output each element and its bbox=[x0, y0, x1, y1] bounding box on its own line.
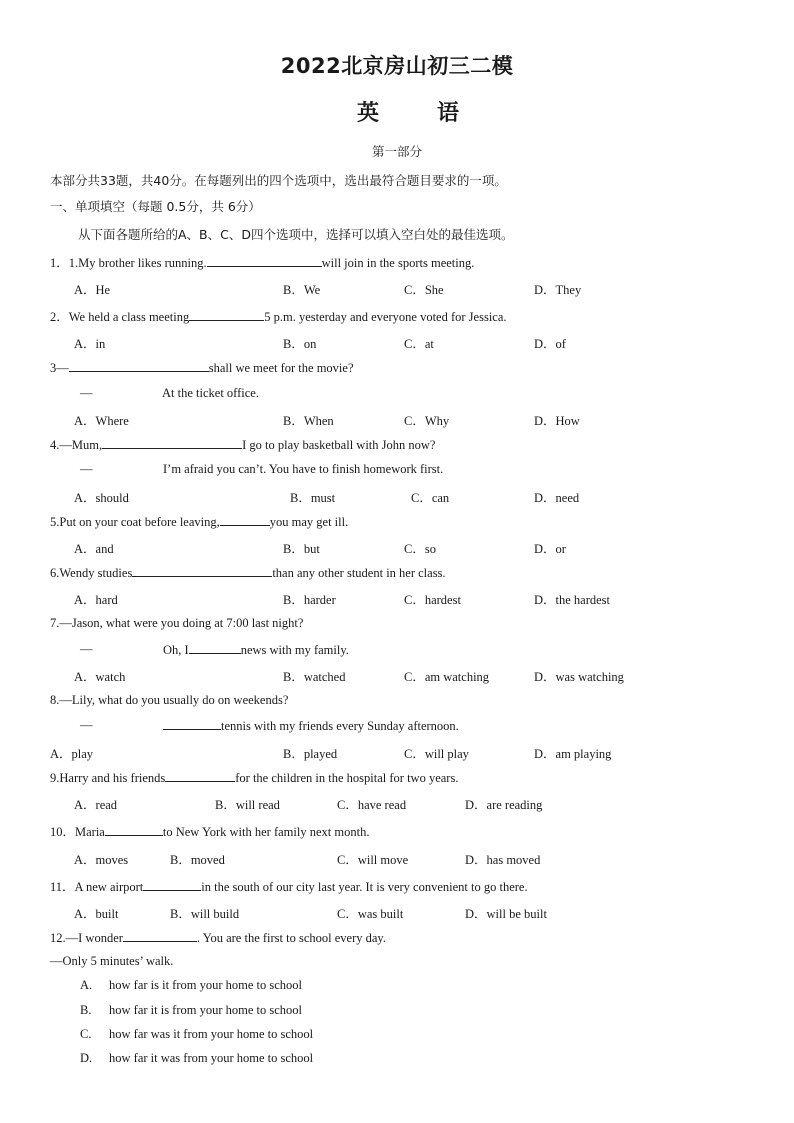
question-text: 6.Wendy studies bbox=[50, 566, 133, 580]
option-d: D．will be built bbox=[465, 907, 547, 921]
option-b: B．must bbox=[290, 491, 336, 505]
subject-char-2: 语 bbox=[437, 101, 460, 126]
option-d: how far it was from your home to school bbox=[109, 1051, 314, 1065]
option-d: D．They bbox=[534, 283, 582, 297]
reply-dash: — bbox=[80, 462, 93, 476]
option-d: D．am playing bbox=[534, 747, 612, 761]
option-d: D．of bbox=[534, 337, 566, 351]
reply-dash: — bbox=[80, 642, 93, 656]
option-b: B．harder bbox=[283, 593, 336, 607]
option-c: C．am watching bbox=[404, 670, 490, 684]
question-text: 3— bbox=[50, 361, 69, 375]
option-a: A．should bbox=[74, 491, 129, 505]
question-text: to New York with her family next month. bbox=[162, 825, 370, 839]
option-d: D．has moved bbox=[465, 853, 541, 867]
reply-dash: — bbox=[80, 386, 93, 400]
option-c: C．will move bbox=[337, 853, 409, 867]
question-text: 9.Harry and his friends bbox=[50, 771, 166, 785]
option-a: A．play bbox=[50, 747, 94, 761]
option-b: B．on bbox=[283, 337, 317, 351]
question-12 bbox=[50, 930, 386, 946]
option-d: D．was watching bbox=[534, 670, 624, 684]
option-d-label: D. bbox=[80, 1051, 93, 1065]
option-a: A．read bbox=[74, 798, 118, 812]
option-c: C．at bbox=[404, 337, 434, 351]
option-b: B．moved bbox=[170, 853, 225, 867]
question-text: 12.—I wonder bbox=[50, 931, 123, 945]
option-a: A．Where bbox=[74, 414, 129, 428]
option-c: C．can bbox=[411, 491, 450, 505]
reply-text-part: Oh, I bbox=[163, 643, 189, 657]
answer-blank bbox=[207, 255, 322, 267]
subject-title bbox=[357, 96, 459, 127]
question-text: for the children in the hospital for two years. bbox=[235, 771, 459, 785]
option-c: C．so bbox=[404, 542, 436, 556]
question-text: 4.—Mum, bbox=[50, 438, 103, 452]
option-a: A．hard bbox=[74, 593, 118, 607]
option-b: B．When bbox=[283, 414, 334, 428]
reply-text bbox=[163, 642, 349, 658]
answer-blank bbox=[102, 437, 242, 449]
answer-blank bbox=[143, 879, 201, 891]
option-b: B．watched bbox=[283, 670, 346, 684]
question-3 bbox=[50, 360, 354, 376]
reply-text bbox=[163, 718, 459, 734]
option-c: C．will play bbox=[404, 747, 469, 761]
question-5 bbox=[50, 514, 348, 530]
option-b: B．will read bbox=[215, 798, 280, 812]
part-heading: 第一部分 bbox=[371, 144, 422, 159]
answer-blank bbox=[132, 565, 272, 577]
answer-blank bbox=[105, 824, 163, 836]
reply-text: I’m afraid you can’t. You have to finish homework first. bbox=[163, 462, 444, 476]
question-text: than any other student in her class. bbox=[272, 566, 446, 580]
option-c: C．hardest bbox=[404, 593, 461, 607]
option-a: A．He bbox=[74, 283, 111, 297]
question-text: . You are the first to school every day. bbox=[196, 931, 386, 945]
option-d: D．need bbox=[534, 491, 580, 505]
question-text: I go to play basketball with John now? bbox=[242, 438, 436, 452]
option-d: D．or bbox=[534, 542, 566, 556]
question-text: 11．A new airport bbox=[50, 880, 144, 894]
answer-blank bbox=[123, 930, 197, 942]
question-10 bbox=[50, 822, 369, 840]
question-text: in the south of our city last year. It is very convenient to go there. bbox=[201, 880, 528, 894]
option-b: how far it is from your home to school bbox=[109, 1003, 303, 1017]
question-text: 5 p.m. yesterday and everyone voted for Jessica. bbox=[264, 310, 507, 324]
option-c: C．have read bbox=[337, 798, 407, 812]
option-c: how far was it from your home to school bbox=[109, 1027, 314, 1041]
option-b: B．will build bbox=[170, 907, 240, 921]
option-b: B．played bbox=[283, 747, 338, 761]
answer-blank bbox=[165, 770, 235, 782]
question-7: 7.—Jason, what were you doing at 7:00 last night? bbox=[50, 616, 304, 630]
reply-text-part: tennis with my friends every Sunday afternoon. bbox=[221, 719, 459, 733]
answer-blank bbox=[189, 309, 264, 321]
option-c: C．Why bbox=[404, 414, 450, 428]
option-d: D．How bbox=[534, 414, 580, 428]
question-text: 5.Put on your coat before leaving, bbox=[50, 515, 220, 529]
section-instruction: 从下面各题所给的A、B、C、D四个选项中，选择可以填入空白处的最佳选项。 bbox=[78, 227, 514, 242]
question-text: 2．We held a class meeting bbox=[50, 310, 190, 324]
reply-text-part: news with my family. bbox=[240, 643, 349, 657]
question-text: 1．1.My brother likes running. bbox=[50, 256, 207, 270]
option-d: D．are reading bbox=[465, 798, 543, 812]
question-9 bbox=[50, 770, 458, 786]
answer-blank bbox=[69, 360, 209, 372]
question-text: you may get ill. bbox=[269, 515, 349, 529]
question-1 bbox=[50, 253, 474, 271]
option-a: A．built bbox=[74, 907, 119, 921]
option-a: how far is it from your home to school bbox=[109, 978, 303, 992]
option-a: A．and bbox=[74, 542, 114, 556]
question-text: shall we meet for the movie? bbox=[208, 361, 354, 375]
option-b-label: B. bbox=[80, 1003, 92, 1017]
answer-blank bbox=[163, 718, 221, 730]
question-8: 8.—Lily, what do you usually do on weekends? bbox=[50, 693, 289, 707]
option-a: A．watch bbox=[74, 670, 126, 684]
option-a: A．in bbox=[74, 337, 106, 351]
reply-text: At the ticket office. bbox=[162, 386, 259, 400]
question-text: 10．Maria bbox=[50, 825, 105, 839]
option-a: A．moves bbox=[74, 853, 129, 867]
question-4 bbox=[50, 437, 435, 453]
option-c: C．was built bbox=[337, 907, 404, 921]
reply-text: —Only 5 minutes’ walk. bbox=[50, 954, 174, 968]
option-c: C．She bbox=[404, 283, 444, 297]
page-title: 2022北京房山初三二模 bbox=[280, 54, 514, 78]
option-a-label: A. bbox=[80, 978, 93, 992]
question-text: will join in the sports meeting. bbox=[321, 256, 475, 270]
question-2 bbox=[50, 307, 507, 325]
reply-dash: — bbox=[80, 718, 93, 732]
option-b: B．We bbox=[283, 283, 321, 297]
option-c-label: C. bbox=[80, 1027, 92, 1041]
answer-blank bbox=[220, 514, 270, 526]
answer-blank bbox=[189, 642, 241, 654]
option-d: D．the hardest bbox=[534, 593, 611, 607]
question-6 bbox=[50, 565, 446, 581]
option-b: B．but bbox=[283, 542, 320, 556]
question-11 bbox=[50, 877, 528, 895]
subject-char-1: 英 bbox=[357, 101, 380, 126]
intro-text: 本部分共33题，共40分。在每题列出的四个选项中，选出最符合题目要求的一项。 bbox=[50, 173, 507, 188]
section-heading: 一、单项填空（每题 0.5分，共 6分） bbox=[50, 199, 261, 214]
